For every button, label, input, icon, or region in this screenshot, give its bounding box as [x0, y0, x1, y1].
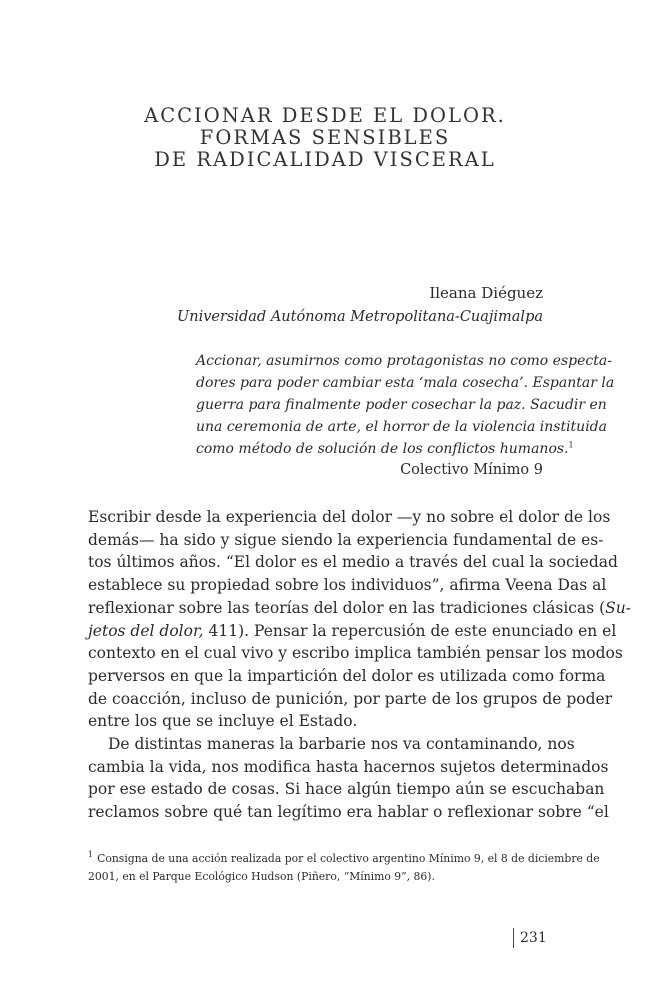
- body-line: Escribir desde la experiencia del dolor —y no sobre el dolor de los: [88, 508, 611, 526]
- footnote-mark: 1: [88, 850, 94, 860]
- chapter-title-line-2: FORMAS SENSIBLES: [199, 126, 451, 149]
- chapter-title-line-3: DE RADICALIDAD VISCERAL: [154, 148, 496, 171]
- body-line: perversos en que la impartición del dolor es utilizada como forma: [88, 666, 606, 685]
- body-line: De distintas maneras la barbarie nos va contaminando, nos: [108, 735, 575, 754]
- author-affiliation: Universidad Autónoma Metropolitana-Cuajimalpa: [177, 309, 543, 325]
- footnote-text: Consigna de una acción realizada por el colectivo argentino Mínimo 9, el 8 de diciembre de: [97, 852, 600, 865]
- footnote-line: 2001, en el Parque Ecológico Hudson (Piñero, “Mínimo 9”, 86).: [88, 870, 435, 883]
- citation-title: jetos del dolor,: [88, 621, 204, 640]
- body-line: establece su propiedad sobre los individuos”, afirma Veena Das al: [88, 576, 607, 595]
- body-line: [88, 597, 631, 620]
- epigraph-attribution: Colectivo Mínimo 9: [400, 462, 543, 478]
- epigraph: [196, 350, 615, 460]
- body-line: demás— ha sido y sigue siendo la experiencia fundamental de es-: [88, 530, 604, 549]
- body-line: cambia la vida, nos modifica hasta hacernos sujetos determinados: [88, 757, 609, 776]
- footnote-reference[interactable]: 1: [568, 440, 574, 450]
- body-line: tos últimos años. “El dolor es el medio a través del cual la sociedad: [88, 553, 618, 572]
- epigraph-line-text: como método de solución de los conflictos humanos.: [196, 441, 569, 457]
- body-text-span: 411). Pensar la repercusión de este enunciado en el: [203, 621, 617, 640]
- epigraph-line: una ceremonia de arte, el horror de la violencia instituida: [196, 419, 607, 435]
- body-line: por ese estado de cosas. Si hace algún tiempo aún se escuchaban: [88, 780, 605, 799]
- chapter-title: [60, 105, 590, 171]
- body-line: reclamos sobre qué tan legítimo era hablar o reflexionar sobre “el: [88, 803, 609, 822]
- chapter-title-line-1: ACCIONAR DESDE EL DOLOR.: [144, 104, 506, 127]
- footnote: [88, 850, 600, 886]
- body-text-span: reflexionar sobre las teorías del dolor en las tradiciones clásicas (: [88, 598, 606, 617]
- body-line: de coacción, incluso de punición, por parte de los grupos de poder: [88, 689, 613, 708]
- body-line: contexto en el cual vivo y escribo implica también pensar los modos: [88, 644, 623, 663]
- epigraph-line: Accionar, asumirnos como protagonistas no como especta-: [196, 353, 612, 369]
- citation-title: Su-: [605, 598, 631, 617]
- body-line: [88, 620, 617, 643]
- body-text: [88, 506, 631, 824]
- page-number: 231: [513, 928, 547, 948]
- footnote-line: [88, 850, 600, 868]
- author-name: Ileana Diéguez: [429, 284, 543, 302]
- epigraph-line: guerra para finalmente poder cosechar la paz. Sacudir en: [196, 397, 607, 413]
- body-line: entre los que se incluye el Estado.: [88, 712, 358, 731]
- epigraph-line: dores para poder cambiar esta ‘mala cosecha’. Espantar la: [196, 375, 615, 391]
- epigraph-line: [196, 438, 574, 460]
